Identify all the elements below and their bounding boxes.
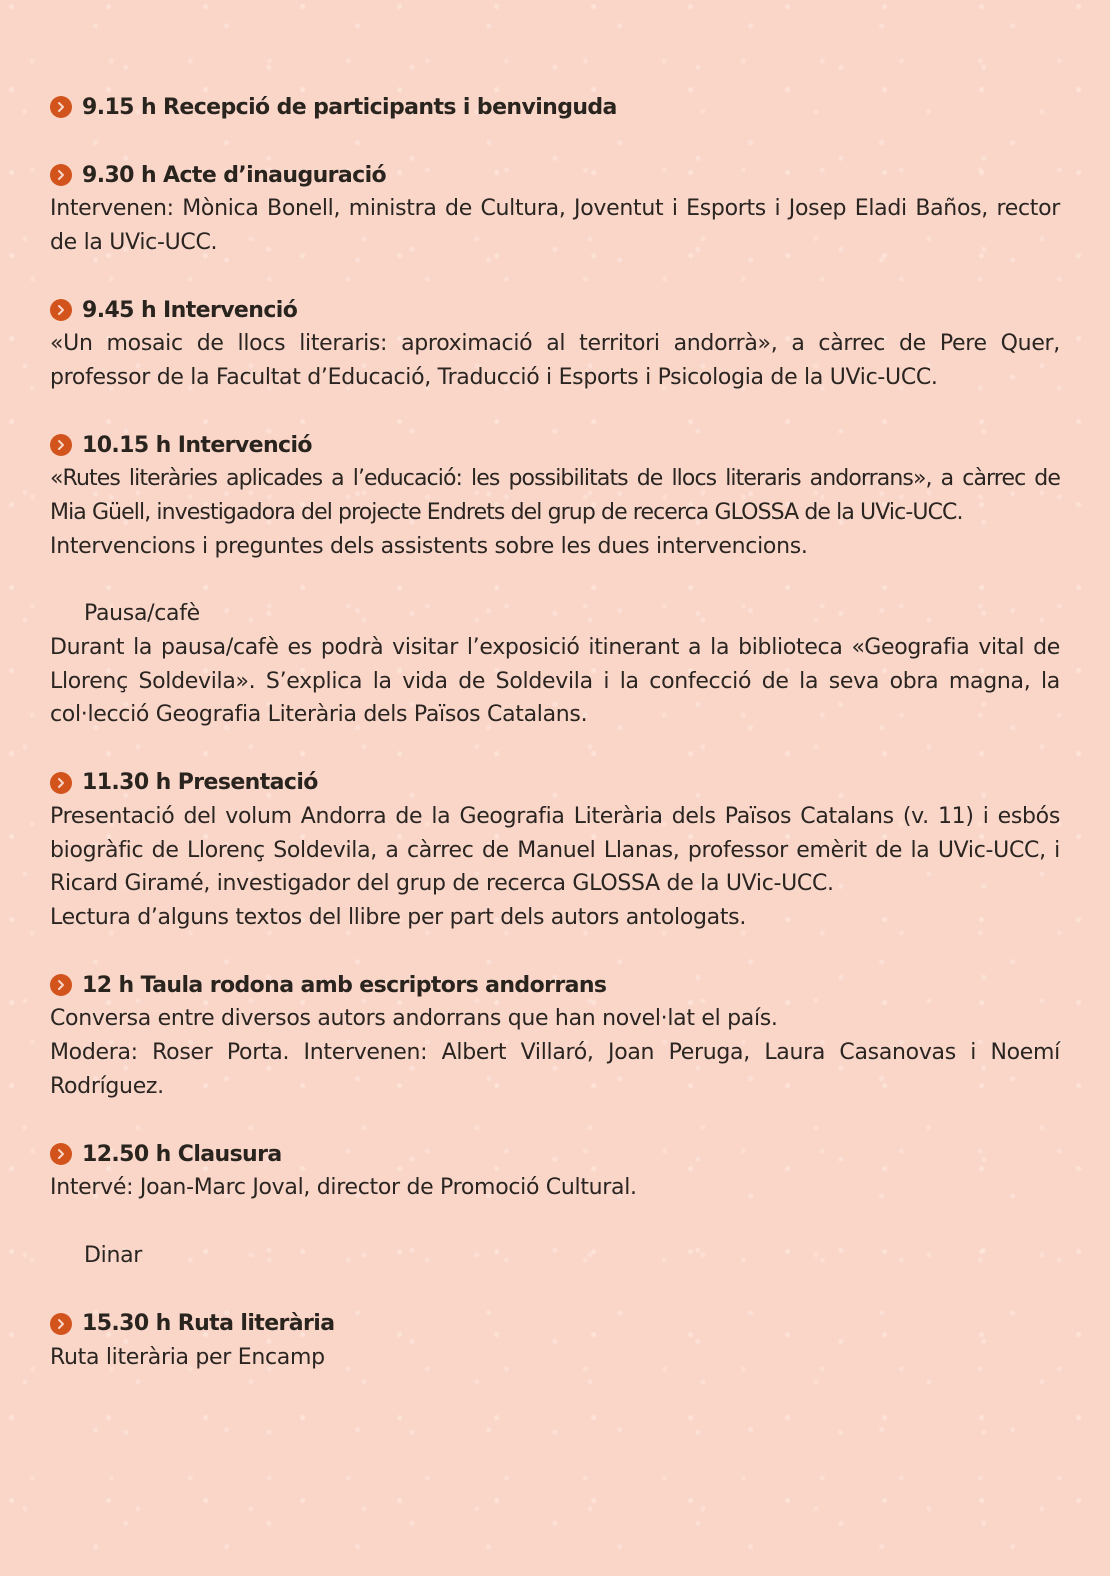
entry-heading-text: 12 h Taula rodona amb escriptors andorrans <box>82 972 607 998</box>
chevron-right-circle-icon <box>50 974 72 996</box>
entry-description: Ruta literària per Encamp <box>50 1344 325 1370</box>
entry-heading-text: 15.30 h Ruta literària <box>82 1311 335 1337</box>
entry-heading <box>50 90 1060 124</box>
entry-heading <box>50 158 1060 192</box>
program-entry-lunch <box>50 1239 1060 1273</box>
entry-heading-text: 11.30 h Presentació <box>82 770 318 796</box>
program-entry-closing <box>50 1137 1060 1205</box>
program-list <box>50 90 1060 1408</box>
chevron-right-circle-icon <box>50 772 72 794</box>
entry-description: Modera: Roser Porta. Intervenen: Albert Villaró, Joan Peruga, Laura Casanovas i Noemí Rodríguez. <box>50 1039 1060 1099</box>
program-entry-round-table <box>50 968 1060 1103</box>
entry-heading <box>50 428 1060 462</box>
entry-description: Intervencions i preguntes dels assistents sobre les dues intervencions. <box>50 533 808 559</box>
entry-heading-text: 12.50 h Clausura <box>82 1141 282 1167</box>
entry-heading-text: 9.45 h Intervenció <box>82 297 298 323</box>
entry-description: Presentació del volum Andorra de la Geografia Literària dels Països Catalans (v. 11) i esbós biogràfic de Llorenç Soldevila, a càrrec de Manuel Llanas, professor emèrit de la UVic-UCC, i Ricard Giramé, investigador del grup de recerca GLOSSA de la UVic-UCC. <box>50 803 1060 897</box>
entry-description: Conversa entre diversos autors andorrans que han novel·lat el país. <box>50 1006 778 1032</box>
entry-heading <box>50 766 1060 800</box>
program-entry-presentation <box>50 766 1060 934</box>
chevron-right-circle-icon <box>50 1313 72 1335</box>
program-entry-welcome <box>50 90 1060 124</box>
entry-heading <box>50 1307 1060 1341</box>
entry-description: Intervé: Joan-Marc Joval, director de Promoció Cultural. <box>50 1175 637 1201</box>
entry-heading <box>50 968 1060 1002</box>
program-entry-opening <box>50 158 1060 259</box>
entry-plain-heading: Dinar <box>84 1242 143 1268</box>
entry-description: Lectura d’alguns textos del llibre per part dels autors antologats. <box>50 904 747 930</box>
chevron-right-circle-icon <box>50 164 72 186</box>
entry-heading-text: 9.15 h Recepció de participants i benvinguda <box>82 94 617 120</box>
entry-heading <box>50 293 1060 327</box>
entry-description: Durant la pausa/cafè es podrà visitar l’exposició itinerant a la biblioteca «Geografia vital de Llorenç Soldevila». S’explica la vida de Soldevila i la confecció de la seva obra magna, la col·lecció Geografia Literària dels Països Catalans. <box>50 635 1060 728</box>
program-entry-literary-route <box>50 1307 1060 1375</box>
entry-plain-heading: Pausa/cafè <box>84 601 200 627</box>
program-entry-break <box>50 597 1060 732</box>
entry-heading <box>50 1137 1060 1171</box>
program-entry-talk-2 <box>50 428 1060 563</box>
entry-description: «Un mosaic de llocs literaris: aproximació al territori andorrà», a càrrec de Pere Quer, professor de la Facultat d’Educació, Traducció i Esports i Psicologia de la UVic-UCC. <box>50 331 1060 390</box>
chevron-right-circle-icon <box>50 1143 72 1165</box>
chevron-right-circle-icon <box>50 434 72 456</box>
chevron-right-circle-icon <box>50 299 72 321</box>
entry-heading-text: 9.30 h Acte d’inauguració <box>82 162 387 188</box>
entry-description: «Rutes literàries aplicades a l’educació: les possibilitats de llocs literaris andorrans», a càrrec de Mia Güell, investigadora del projecte Endrets del grup de recerca GLOSSA de la UVic-UCC. <box>50 466 1060 525</box>
program-entry-talk-1 <box>50 293 1060 394</box>
entry-description: Intervenen: Mònica Bonell, ministra de Cultura, Joventut i Esports i Josep Eladi Baños, rector de la UVic-UCC. <box>50 196 1060 255</box>
chevron-right-circle-icon <box>50 96 72 118</box>
entry-heading-text: 10.15 h Intervenció <box>82 432 312 458</box>
